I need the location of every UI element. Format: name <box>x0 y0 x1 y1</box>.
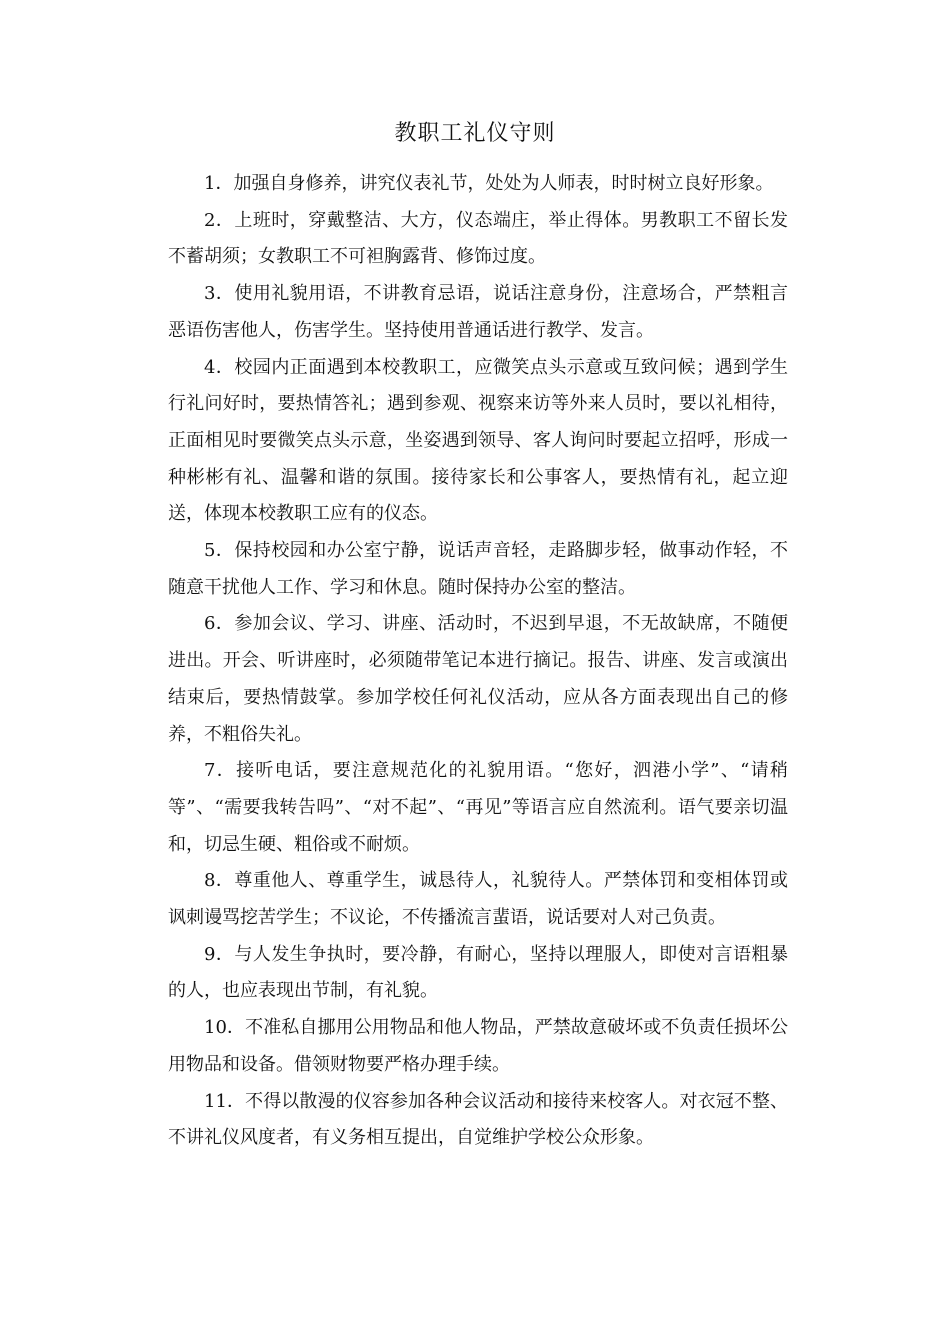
rule-paragraph-1: 1．加强自身修养，讲究仪表礼节，处处为人师表，时时树立良好形象。 <box>204 173 774 194</box>
rule-paragraph-7: 7．接听电话，要注意规范化的礼貌用语。“您好，泗港小学”、“请稍等”、“需要我转告吗”、“对不起”、“再见”等语言应自然流利。语气要亲切温和，切忌生硬、粗俗或不耐烦。 <box>168 760 788 855</box>
rule-paragraph-2: 2．上班时，穿戴整洁、大方，仪态端庄，举止得体。男教职工不留长发不蓄胡须；女教职工不可袒胸露背、修饰过度。 <box>168 209 788 268</box>
document-title: 教职工礼仪守则 <box>394 121 556 146</box>
rule-paragraph-11: 11．不得以散漫的仪容参加各种会议活动和接待来校客人。对衣冠不整、不讲礼仪风度者，有义务相互提出，自觉维护学校公众形象。 <box>168 1090 788 1149</box>
rule-paragraph-6: 6．参加会议、学习、讲座、活动时，不迟到早退，不无故缺席，不随便进出。开会、听讲座时，必须随带笔记本进行摘记。报告、讲座、发言或演出结束后，要热情鼓掌。参加学校任何礼仪活动，应从各方面表现出自己的修养，不粗俗失礼。 <box>168 613 788 745</box>
rule-paragraph-10: 10．不准私自挪用公用物品和他人物品，严禁故意破坏或不负责任损坏公用物品和设备。借领财物要严格办理手续。 <box>168 1017 788 1075</box>
rule-paragraph-5: 5．保持校园和办公室宁静，说话声音轻，走路脚步轻，做事动作轻，不随意干扰他人工作、学习和休息。随时保持办公室的整洁。 <box>168 540 788 598</box>
rule-paragraph-8: 8．尊重他人、尊重学生，诚恳待人，礼貌待人。严禁体罚和变相体罚或讽刺谩骂挖苦学生；不议论，不传播流言蜚语，说话要对人对己负责。 <box>168 870 788 929</box>
rule-paragraph-9: 9．与人发生争执时，要冷静，有耐心，坚持以理服人，即使对言语粗暴的人，也应表现出节制，有礼貌。 <box>168 943 788 1002</box>
document-body <box>168 166 788 1157</box>
rule-paragraph-3: 3．使用礼貌用语，不讲教育忌语，说话注意身份，注意场合，严禁粗言恶语伤害他人，伤害学生。坚持使用普通话进行教学、发言。 <box>168 283 788 341</box>
rule-paragraph-4: 4．校园内正面遇到本校教职工，应微笑点头示意或互致问候；遇到学生行礼问好时，要热情答礼；遇到参观、视察来访等外来人员时，要以礼相待，正面相见时要微笑点头示意，坐姿遇到领导、客人询问时要起立招呼，形成一种彬彬有礼、温馨和谐的氛围。接待家长和公事客人，要热情有礼，起立迎送，体现本校教职工应有的仪态。 <box>168 356 788 525</box>
